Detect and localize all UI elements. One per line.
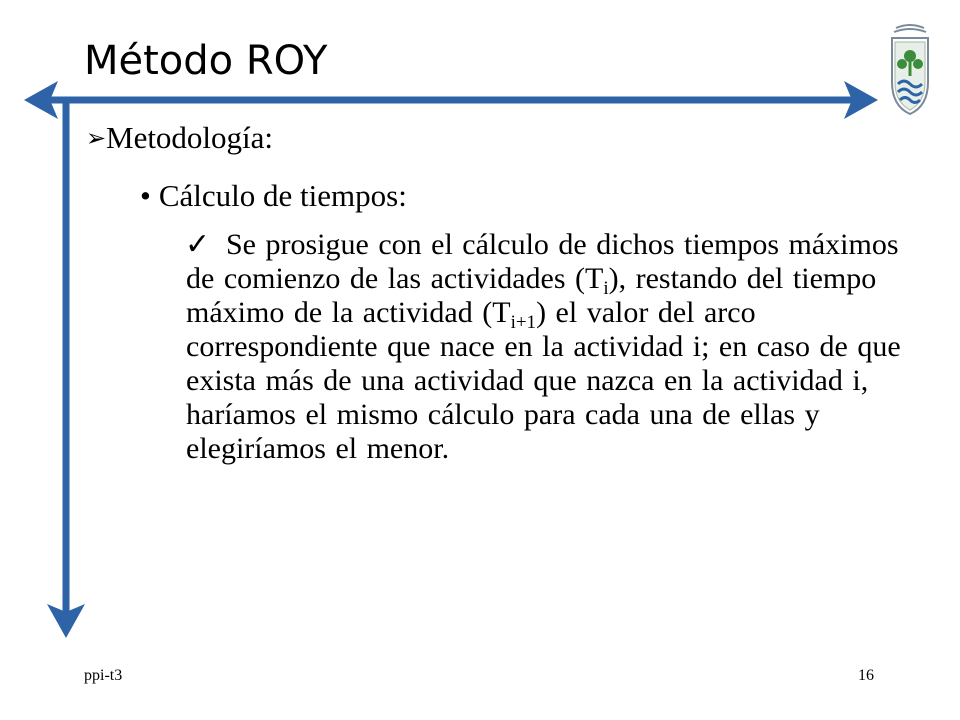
university-logo-icon: [880, 22, 940, 118]
paragraph-text-3: ) el valor del arco correspondiente que nace en la actividad i; en caso de que exista más de una actividad que nazca en la actividad i, haríamos el mismo cálculo para cada una de ellas y elegiríamos el menor.: [186, 296, 901, 465]
checkmark-icon: ✓: [185, 228, 211, 261]
slide-title: Método ROY: [84, 38, 328, 84]
footer-label: ppi-t3: [84, 667, 123, 684]
heading-item: [86, 120, 273, 156]
arrowhead-bullet-icon: ➢: [86, 126, 107, 152]
paragraph-item: [186, 228, 926, 466]
heading-text: Metodología:: [106, 120, 274, 155]
subscript-i: i: [603, 278, 609, 299]
paragraph-text-1: Se prosigue con el cálculo de dichos tiempos máximos de comienzo de las actividades (T: [186, 228, 899, 295]
bullet-icon: •: [140, 178, 151, 213]
page-number: 16: [858, 667, 874, 684]
subheading-item: [140, 178, 407, 214]
subscript-i-plus-1: i+1: [510, 312, 537, 333]
subheading-text: Cálculo de tiempos:: [158, 178, 407, 213]
paragraph-text-2: ), restando del tiempo máximo de la actividad (T: [186, 262, 877, 329]
